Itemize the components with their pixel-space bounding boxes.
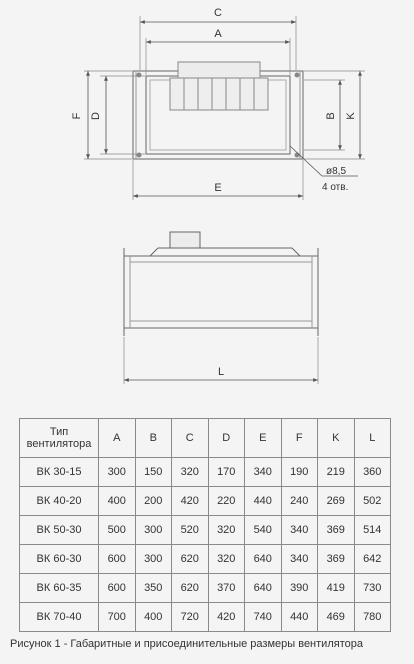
header-type: [20, 419, 99, 458]
motor-cap: [170, 232, 200, 248]
side-view: [124, 232, 318, 336]
dim-label-d: D: [90, 112, 102, 120]
cell-value: 400: [99, 487, 136, 516]
header-type-line2: вентилятора: [26, 438, 92, 450]
cell-value: 620: [172, 545, 209, 574]
cell-value: 640: [245, 545, 282, 574]
cell-value: 340: [281, 545, 318, 574]
cell-value: 220: [208, 487, 245, 516]
motor-impeller: [170, 62, 268, 110]
table-header-row: [20, 419, 391, 458]
cell-value: 740: [245, 603, 282, 632]
cell-value: 320: [208, 516, 245, 545]
dim-label-b: B: [325, 112, 337, 120]
cell-value: 369: [318, 545, 355, 574]
cell-type: ВК 60-35: [20, 574, 99, 603]
cell-type: ВК 60-30: [20, 545, 99, 574]
header-e: E: [245, 419, 282, 458]
dim-label-c: C: [214, 7, 222, 19]
cell-value: 360: [354, 458, 391, 487]
cell-value: 300: [135, 516, 172, 545]
cell-value: 350: [135, 574, 172, 603]
table-row: [20, 603, 391, 632]
cell-value: 640: [245, 574, 282, 603]
cell-value: 300: [99, 458, 136, 487]
cell-value: 200: [135, 487, 172, 516]
cell-value: 642: [354, 545, 391, 574]
cell-value: 390: [281, 574, 318, 603]
hole-diameter-label: ø8,5: [326, 166, 347, 177]
dim-label-e: E: [214, 182, 222, 194]
cell-type: ВК 30-15: [20, 458, 99, 487]
header-d: D: [208, 419, 245, 458]
header-b: B: [135, 419, 172, 458]
header-c: C: [172, 419, 209, 458]
cell-value: 340: [245, 458, 282, 487]
cell-value: 150: [135, 458, 172, 487]
cell-type: ВК 50-30: [20, 516, 99, 545]
dim-label-l: L: [217, 366, 225, 378]
header-k: K: [318, 419, 355, 458]
cell-value: 300: [135, 545, 172, 574]
header-a: A: [99, 419, 136, 458]
cell-value: 370: [208, 574, 245, 603]
cell-value: 240: [281, 487, 318, 516]
header-type-line1: Тип: [49, 426, 69, 438]
cell-value: 600: [99, 574, 136, 603]
cell-value: 469: [318, 603, 355, 632]
cell-value: 440: [245, 487, 282, 516]
cell-value: 780: [354, 603, 391, 632]
cell-type: ВК 40-20: [20, 487, 99, 516]
cell-value: 320: [172, 458, 209, 487]
header-f: F: [281, 419, 318, 458]
cell-value: 420: [208, 603, 245, 632]
cell-value: 400: [135, 603, 172, 632]
dim-label-f: F: [71, 112, 83, 120]
hole-leader: [290, 146, 322, 176]
figure-caption: Рисунок 1 - Габаритные и присоединительные размеры вентилятора: [10, 638, 363, 650]
cell-value: 440: [281, 603, 318, 632]
table-row: [20, 458, 391, 487]
cell-value: 369: [318, 516, 355, 545]
cell-value: 269: [318, 487, 355, 516]
header-l: L: [354, 419, 391, 458]
cell-value: 340: [281, 516, 318, 545]
cell-value: 219: [318, 458, 355, 487]
dimensions-table: [19, 418, 391, 632]
cell-value: 170: [208, 458, 245, 487]
cell-value: 520: [172, 516, 209, 545]
top-view: [133, 62, 303, 159]
cell-value: 420: [172, 487, 209, 516]
cell-value: 540: [245, 516, 282, 545]
table-row: [20, 487, 391, 516]
dim-label-a: A: [214, 28, 222, 40]
hole-count-label: 4 отв.: [322, 182, 349, 193]
cell-value: 500: [99, 516, 136, 545]
dim-label-k: K: [345, 112, 357, 120]
cell-value: 190: [281, 458, 318, 487]
cell-value: 419: [318, 574, 355, 603]
cell-value: 730: [354, 574, 391, 603]
table-row: [20, 545, 391, 574]
cell-value: 620: [172, 574, 209, 603]
cell-value: 700: [99, 603, 136, 632]
cell-value: 720: [172, 603, 209, 632]
table-row: [20, 516, 391, 545]
cell-type: ВК 70-40: [20, 603, 99, 632]
cell-value: 514: [354, 516, 391, 545]
cell-value: 502: [354, 487, 391, 516]
table-row: [20, 574, 391, 603]
side-body: [124, 256, 318, 328]
cell-value: 600: [99, 545, 136, 574]
cell-value: 320: [208, 545, 245, 574]
